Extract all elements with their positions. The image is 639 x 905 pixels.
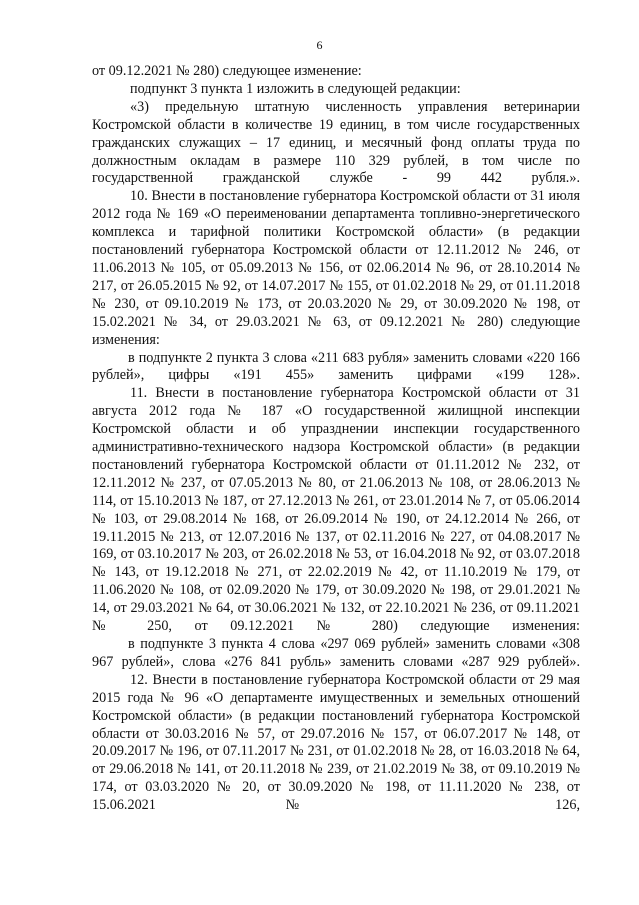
paragraph: 11. Внести в постановление губернатора Костромской области от 31 августа 2012 года № 187 «О государственной жилищной инспекции Костромской области и об упразднении инспекции государственного административно-технического надзора Костромской области» (в редакции постановлений губернатора Костромской области от 01.11.2012 № 232, от 12.11.2012 № 237, от 07.05.2013 № 80, от 21.06.2013 № 108, от 28.06.2013 № 114, от 15.10.2013 № 187, от 27.12.2013 № 261, от 23.01.2014 № 7, от 05.06.2014 № 103, от 29.08.2014 № 168, от 26.09.2014 № 190, от 24.12.2014 № 266, от 19.11.2015 № 213, от 12.07.2016 № 137, от 02.11.2016 № 227, от 04.08.2017 № 169, от 03.10.2017 № 203, от 26.02.2018 № 53, от 16.04.2018 № 92, от 03.07.2018 № 143, от 19.12.2018 № 271, от 22.02.2019 № 42, от 11.10.2019 № 179, от 11.06.2020 № 108, от 02.09.2020 № 179, от 30.09.2020 № 198, от 29.01.2021 № 14, от 29.03.2021 № 64, от 30.06.2021 № 132, от 22.10.2021 № 236, от 09.11.2021 № 250, от 09.12.2021 № 280) следующие изменения: [92,385,580,635]
document-body [92,63,580,815]
paragraph: подпункт 3 пункта 1 изложить в следующей редакции: [130,80,461,97]
paragraph: 10. Внести в постановление губернатора Костромской области от 31 июля 2012 года № 169 «О переименовании департамента топливно-энергетического комплекса и тарифной политики Костромской области» (в редакции постановлений губернатора Костромской области от 12.11.2012 № 246, от 11.06.2013 № 105, от 05.09.2013 № 156, от 02.06.2014 № 96, от 28.10.2014 № 217, от 26.05.2015 № 92, от 14.07.2017 № 155, от 01.02.2018 № 29, от 01.11.2018 № 230, от 09.10.2019 № 173, от 20.03.2020 № 29, от 30.09.2020 № 198, от 15.02.2021 № 34, от 29.03.2021 № 63, от 09.12.2021 № 280) следующие изменения: [92,188,580,348]
paragraph: в подпункте 3 пункта 4 слова «297 069 рублей» заменить словами «308 967 рублей», слова «276 841 рубль» заменить словами «287 929 рублей». [92,636,580,670]
paragraph: от 09.12.2021 № 280) следующее изменение: [92,63,362,79]
page-number: 6 [316,38,323,52]
paragraph: 12. Внести в постановление губернатора Костромской области от 29 мая 2015 года № 96 «О департаменте имущественных и земельных отношений Костромской области» (в редакции постановлений губернатора Костромской области от 30.03.2016 № 57, от 29.07.2016 № 157, от 06.07.2017 № 148, от 20.09.2017 № 196, от 07.11.2017 № 231, от 01.02.2018 № 28, от 16.03.2018 № 64, от 29.06.2018 № 141, от 20.11.2018 № 239, от 21.02.2019 № 38, от 09.10.2019 № 174, от 03.03.2020 № 20, от 30.09.2020 № 198, от 11.11.2020 № 238, от 15.06.2021 № 126, [92,671,580,814]
paragraph: в подпункте 2 пункта 3 слова «211 683 рубля» заменить словами «220 166 рублей», цифры «191 455» заменить цифрами «199 128». [92,349,580,384]
paragraph: «3) предельную штатную численность управления ветеринарии Костромской области в количестве 19 единиц, в том числе государственных гражданских служащих – 17 единиц, и месячный фонд оплаты труда по должностным окладам в размере 110 329 рублей, в том числе по государственной гражданской службе - 99 442 рубля.». [92,98,580,187]
